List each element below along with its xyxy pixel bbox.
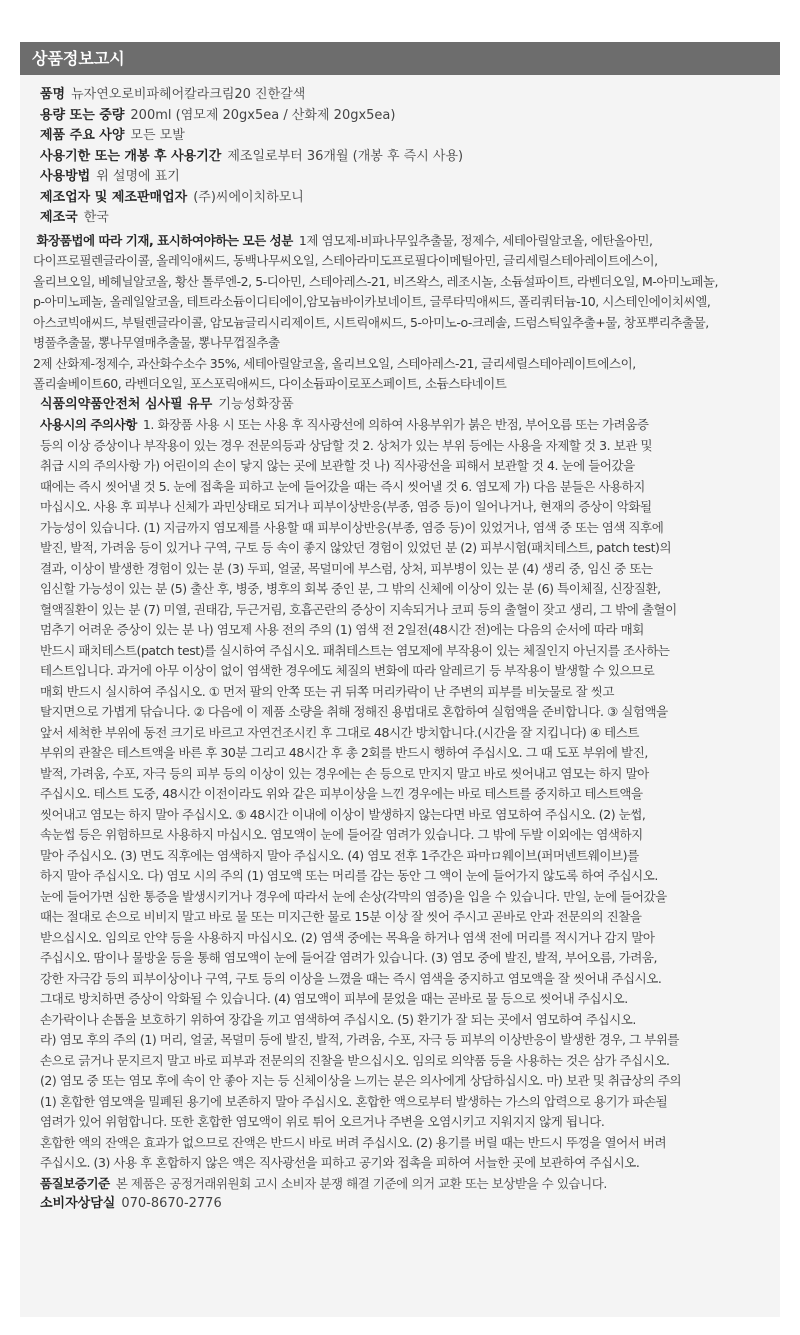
ingredients-block bbox=[33, 231, 772, 395]
precautions-line: 씻어내고 염모는 하지 말아 주십시오. ⑤ 48시간 이내에 이상이 발생하지 않는다면 바로 염모하여 주십시오. (2) 눈썹, bbox=[40, 806, 646, 822]
precautions-line: 손으로 긁거나 문지르지 말고 바로 피부과 전문의의 진찰을 받으십시오. 임의로 의약품 등을 사용하는 것은 삼가 주십시오. bbox=[40, 1052, 670, 1068]
precautions-label: 사용시의 주의사항 bbox=[40, 417, 137, 432]
precautions-line: 강한 자극감 등의 피부이상이나 구역, 구토 등의 이상을 느꼈을 때는 즉시 염색을 중지하고 염모액을 잘 씻어내 주십시오. bbox=[40, 970, 662, 986]
field-value: 070-8670-2776 bbox=[121, 1196, 222, 1211]
product-info-panel bbox=[20, 42, 780, 1317]
precautions-line: 혈액질환이 있는 분 (7) 미열, 권태감, 두근거림, 호흡곤란의 증상이 지속되거나 코피 등의 출혈이 잦고 생리, 그 밖에 출혈이 bbox=[40, 601, 677, 617]
precautions-line: 테스트입니다. 과거에 아무 이상이 없이 염색한 경우에도 체질의 변화에 따라 알레르기 등 부작용이 발생할 수 있으므로 bbox=[40, 663, 655, 678]
field-label: 제조업자 및 제조판매업자 bbox=[40, 189, 188, 205]
field-value: 본 제품은 공정거래위원회 고시 소비자 분쟁 해결 기준에 의거 교환 또는 보상받을 수 있습니다. bbox=[115, 1175, 607, 1191]
info-content bbox=[20, 75, 780, 1215]
field-label: 품질보증기준 bbox=[40, 1175, 110, 1191]
precautions-line: 주십시오. (3) 사용 후 혼합하지 않은 액은 직사광선을 피하고 공기와 접촉을 피하여 서늘한 곳에 보관하여 주십시오. bbox=[40, 1155, 640, 1170]
precautions-line: 속눈썹 등은 위험하므로 사용하지 마십시오. 염모액이 눈에 들어갈 염려가 있습니다. 그 밖에 두발 이외에는 염색하지 bbox=[40, 827, 643, 842]
precautions-line: 멈추기 어려운 증상이 있는 분 나) 염모제 사용 전의 주의 (1) 염색 전 2일전(48시간 전)에는 다음의 순서에 따라 매회 bbox=[40, 622, 644, 637]
ingredients-line: 아스코빅애씨드, 부틸렌글라이콜, 암모늄글리시리제이트, 시트릭애씨드, 5-아미노-o-크레솔, 드럼스틱잎추출+물, 창포뿌리추출물, bbox=[33, 314, 709, 330]
precautions-line: 혼합한 액의 잔액은 효과가 없으므로 잔액은 반드시 바로 버려 주십시오. (2) 용기를 버릴 때는 반드시 뚜껑을 열어서 버려 bbox=[40, 1134, 667, 1150]
field-value: (주)씨에이치하모니 bbox=[193, 189, 304, 205]
field-label: 용량 또는 중량 bbox=[40, 107, 125, 123]
section-title: 상품정보고시 bbox=[20, 42, 780, 75]
ingredients-line: 2제 산화제-정제수, 과산화수소수 35%, 세테아릴알코올, 올리브오일, 스테아레스-21, 글리세릴스테아레이트에스이, bbox=[33, 355, 636, 371]
field-value: 모든 모발 bbox=[130, 128, 185, 143]
field-manufacturer bbox=[40, 188, 772, 209]
field-label: 제품 주요 사양 bbox=[40, 128, 125, 143]
field-spec bbox=[40, 126, 772, 147]
field-customer-service bbox=[40, 1194, 772, 1215]
precautions-line: 말아 주십시오. (3) 면도 직후에는 염색하지 말아 주십시오. (4) 염모 전후 1주간은 파마ロ웨이브(퍼머넨트웨이브)를 bbox=[40, 847, 639, 863]
precautions-line: 취급 시의 주의사항 가) 어린이의 손이 닿지 않는 곳에 보관할 것 나) 직사광선을 피해서 보관할 것 4. 눈에 들어갔을 bbox=[40, 458, 635, 473]
field-value: 200ml (염모제 20gx5ea / 산화제 20gx5ea) bbox=[130, 107, 396, 123]
field-product-name bbox=[40, 85, 772, 106]
precautions-line: 매회 반드시 실시하여 주십시오. ① 먼저 팔의 안쪽 또는 귀 뒤쪽 머리카락이 난 주변의 피부를 비눗물로 잘 씻고 bbox=[40, 683, 615, 699]
precautions-line: 때는 절대로 손으로 비비지 말고 바로 물 또는 미지근한 물로 15분 이상 잘 씻어 주시고 곧바로 안과 전문의의 진찰을 bbox=[40, 909, 642, 924]
precautions-line: 손가락이나 손톱을 보호하기 위하여 장갑을 끼고 염색하여 주십시오. (5) 환기가 잘 되는 곳에서 염모하여 주십시오. bbox=[40, 1011, 636, 1027]
field-label: 사용방법 bbox=[40, 169, 91, 184]
ingredients-line: 폴리솔베이트60, 라벤더오일, 포스포릭애씨드, 다이소듐파이로포스페이트, 소듐스타네이트 bbox=[33, 376, 507, 391]
precautions-line: 눈에 들어가면 심한 통증을 발생시키거나 경우에 따라서 눈에 손상(각막의 염증)을 입을 수 있습니다. 만일, 눈에 들어갔을 bbox=[40, 888, 667, 904]
precautions-line: 때에는 즉시 씻어낼 것 5. 눈에 접촉을 피하고 눈에 들어갔을 때는 즉시 씻어낼 것 6. 염모제 가) 다음 분들은 사용하지 bbox=[40, 478, 645, 494]
field-usage bbox=[40, 167, 772, 188]
field-capacity bbox=[40, 106, 772, 127]
precautions-line: 등의 이상 증상이나 부작용이 있는 경우 전문의등과 상담할 것 2. 상처가 있는 부위 등에는 사용을 자제할 것 3. 보관 및 bbox=[40, 437, 653, 453]
ingredients-text: 1제 염모제-비파나무잎추출물, 정제수, 세테아릴알코올, 에탄올아민, bbox=[298, 232, 653, 248]
precautions-line: 받으십시오. 임의로 안약 등을 사용하지 마십시오. (2) 염색 중에는 목욕을 하거나 염색 전에 머리를 적시거나 감지 말아 bbox=[40, 929, 655, 945]
precautions-line: 반드시 패치테스트(patch test)를 실시하여 주십시오. 패취테스트는 염모제에 부작용이 있는 체질인지 아닌지를 조사하는 bbox=[40, 642, 670, 658]
field-quality bbox=[40, 1174, 772, 1195]
precautions-line: 마십시오. 사용 후 피부나 신체가 과민상태로 되거나 피부이상반응(부종, 염증 등)이 일어나거나, 현재의 증상이 악화될 bbox=[40, 499, 652, 514]
field-label: 소비자상담실 bbox=[40, 1196, 116, 1211]
field-safety-review bbox=[40, 395, 772, 416]
precautions-line: 탈지면으로 가볍게 닦습니다. ② 다음에 이 제품 소량을 취해 정해진 용법대로 혼합하여 실험액을 준비합니다. ③ 실험액을 bbox=[40, 704, 668, 719]
field-value: 한국 bbox=[83, 210, 109, 225]
ingredients-line: p-아미노페놀, 올레일알코올, 테트라소듐이디티에이,암모늄바이카보네이트, 글루타믹애씨드, 폴리쿼터늄-10, 시스테인에이치씨엘, bbox=[33, 294, 711, 309]
precautions-line: 주십시오. 테스트 도중, 48시간 이전이라도 위와 같은 피부이상을 느낀 경우에는 바로 테스트를 중지하고 테스트액을 bbox=[40, 786, 643, 801]
precautions-line: 라) 염모 후의 주의 (1) 머리, 얼굴, 목덜미 등에 발진, 발적, 가려움, 수포, 자극 등 피부의 이상반응이 발생한 경우, 그 부위를 bbox=[40, 1032, 680, 1047]
field-value: 위 설명에 표기 bbox=[96, 169, 180, 184]
precautions-line: 주십시오. 땀이나 물방울 등을 통해 염모액이 눈에 들어갈 염려가 있습니다. (3) 염모 중에 발진, 발적, 부어오름, 가려움, bbox=[40, 950, 657, 965]
precautions-line: 그대로 방치하면 증상이 악화될 수 있습니다. (4) 염모액이 피부에 묻었을 때는 곧바로 물 등으로 씻어내 주십시오. bbox=[40, 991, 628, 1006]
precautions-line: 발적, 가려움, 수포, 자극 등의 피부 등의 이상이 있는 경우에는 손 등으로 만지지 말고 바로 씻어내고 염모는 하지 말아 bbox=[40, 765, 649, 781]
precautions-line: 부위의 관찰은 테스트액을 바른 후 30분 그리고 48시간 후 총 2회를 반드시 행하여 주십시오. 그 때 도포 부위에 발진, bbox=[40, 745, 648, 760]
precautions-line: 염려가 있어 위험합니다. 또한 혼합한 염모액이 위로 튀어 오르거나 주변을 오염시키고 지워지지 않게 됩니다. bbox=[40, 1114, 605, 1129]
field-label: 사용기한 또는 개봉 후 사용기간 bbox=[40, 148, 222, 164]
field-expiry bbox=[40, 147, 772, 168]
precautions-line: 발진, 발적, 가려움 등이 있거나 구역, 구토 등 속이 좋지 않았던 경험이 있었던 분 (2) 피부시험(패치테스트, patch test)의 bbox=[40, 540, 672, 555]
field-value: 제조일로부터 36개월 (개봉 후 즉시 사용) bbox=[227, 148, 464, 164]
ingredients-line: 올리브오일, 베헤닐알코올, 황산 톨루엔-2, 5-디아민, 스테아레스-21, 비즈왁스, 레조시놀, 소듐설파이트, 라벤더오일, M-아미노페놀, bbox=[33, 273, 719, 289]
precautions-line: (1) 혼합한 염모액을 밀폐된 용기에 보존하지 말아 주십시오. 혼합한 액으로부터 발생하는 가스의 압력으로 용기가 파손될 bbox=[40, 1093, 668, 1109]
field-value: 뉴자연오로비파헤어칼라크림20 진한갈색 bbox=[71, 87, 306, 102]
precautions-line: 결과, 이상이 발생한 경험이 있는 분 (3) 두피, 얼굴, 목덜미에 부스럼, 상처, 피부병이 있는 분 (4) 생리 중, 임신 중 또는 bbox=[40, 560, 653, 576]
precautions-line: 앞서 세척한 부위에 동전 크기로 바르고 자연건조시킨 후 그대로 48시간 방치합니다.(시간을 잘 지킵니다) ④ 테스트 bbox=[40, 724, 639, 740]
field-value: 기능성화장품 bbox=[218, 396, 294, 412]
field-label: 품명 bbox=[40, 87, 66, 102]
ingredients-line: 병풀추출물, 뽕나무열매추출물, 뽕나무껍질추출 bbox=[33, 335, 280, 350]
field-label: 식품의약품안전처 심사필 유무 bbox=[40, 396, 213, 412]
precautions-block bbox=[40, 415, 772, 1174]
precautions-line: 하지 말아 주십시오. 다) 염모 시의 주의 (1) 염모액 또는 머리를 감는 동안 그 액이 눈에 들어가지 않도록 하여 주십시오. bbox=[40, 868, 658, 883]
field-country bbox=[40, 208, 772, 229]
precautions-line: 가능성이 있습니다. (1) 지금까지 염모제를 사용할 때 피부이상반응(부종, 염증 등)이 있었거나, 염색 중 또는 염색 직후에 bbox=[40, 519, 664, 535]
precautions-line: (2) 염모 중 또는 염모 후에 속이 안 좋아 지는 등 신체이상을 느끼는 분은 의사에게 상담하십시오. 마) 보관 및 취급상의 주의 bbox=[40, 1073, 682, 1088]
ingredients-line bbox=[33, 231, 772, 252]
ingredients-line: 다이프로필렌글라이콜, 올레익애씨드, 동백나무씨오일, 스테아라미도프로필다이메틸아민, 글리세릴스테아레이트에스이, bbox=[33, 253, 658, 268]
precautions-line: 사용시의 주의사항 1. 화장품 사용 시 또는 사용 후 직사광선에 의하여 사용부위가 붉은 반점, 부어오름 또는 가려움증 bbox=[40, 417, 649, 432]
precautions-line: 임신할 가능성이 있는 분 (5) 출산 후, 병중, 병후의 회복 중인 분, 그 밖의 신체에 이상이 있는 분 (6) 특이체질, 신장질환, bbox=[40, 581, 661, 596]
field-label: 제조국 bbox=[40, 210, 78, 225]
ingredients-label: 화장품법에 따라 기재, 표시하여야하는 모든 성분 bbox=[36, 232, 293, 248]
